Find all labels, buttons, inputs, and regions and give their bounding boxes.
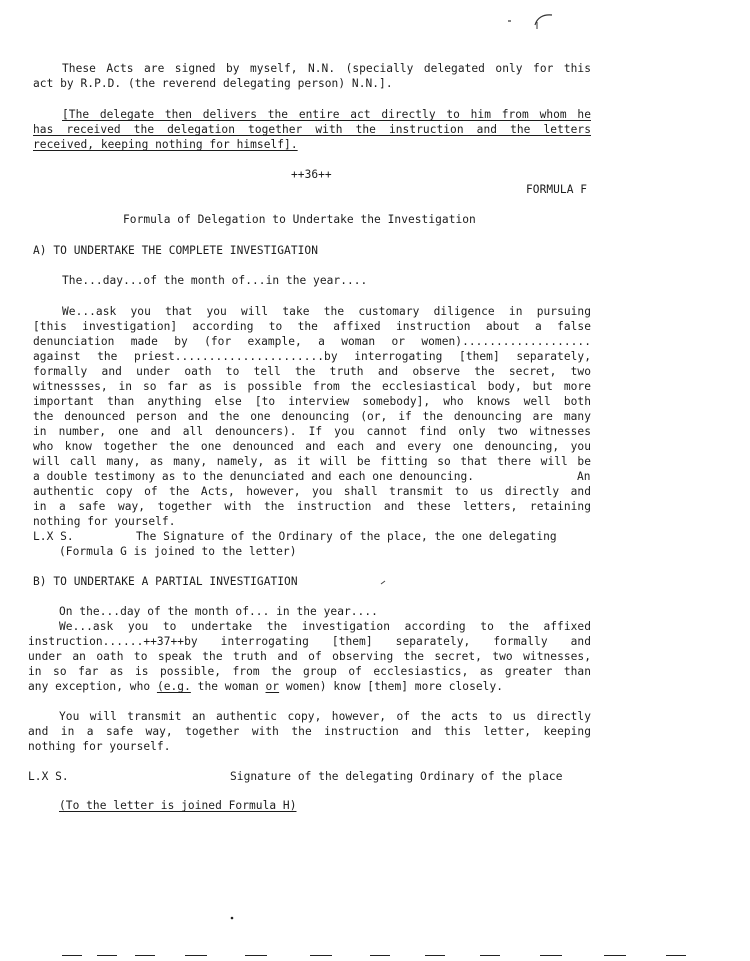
dash-segment <box>245 955 267 956</box>
dash-segment <box>604 955 626 956</box>
date-line: On the...day of the month of... in the year.... <box>59 605 378 618</box>
section-heading: A) TO UNDERTAKE THE COMPLETE INVESTIGATION <box>33 244 318 257</box>
text-line: [The delegate then delivers the entire act directly to him from whom he <box>62 108 591 121</box>
formula-title: Formula of Delegation to Undertake the Investigation <box>123 213 476 226</box>
dash-segment <box>135 955 155 956</box>
text-line: important than anything else [to interview somebody], who knows well both <box>33 395 591 408</box>
stray-dot-icon <box>230 916 234 920</box>
formula-label: FORMULA F <box>526 183 588 196</box>
text-line: denunciation made by (for example, a woman or women)................... <box>33 335 591 348</box>
joined-note: (To the letter is joined Formula H) <box>59 799 297 812</box>
text-line: against the priest......................by interrogating [them] separately, <box>33 350 591 363</box>
text-line: and in a safe way, together with the instruction and this letter, keeping <box>28 725 591 738</box>
corner-mark-icon <box>506 10 556 30</box>
signature-line: Signature of the delegating Ordinary of the place <box>230 770 563 783</box>
dash-segment <box>185 955 207 956</box>
dash-segment <box>425 955 445 956</box>
text-line <box>28 680 503 694</box>
text-line-tail: An <box>577 470 591 483</box>
joined-note: (Formula G is joined to the letter) <box>59 545 297 558</box>
text-line: a double testimony as to the denunciated and each one denouncing. <box>33 470 475 483</box>
text-line: who know together the one denounced and each and every one denouncing, you <box>33 440 591 453</box>
text-line: in number, one and all denouncers). If you cannot find only two witnesses <box>33 425 591 438</box>
dash-segment <box>310 955 332 956</box>
text-line: nothing for yourself. <box>33 515 176 528</box>
dash-segment <box>97 955 117 956</box>
text-line: We...ask you to undertake the investigation according to the affixed <box>59 620 591 633</box>
text-line: will call many, as many, namely, as it will be fitting so that there will be <box>33 455 591 468</box>
text-line: under an oath to speak the truth and of observing the secret, two witnesses, <box>28 650 591 663</box>
dash-segment <box>540 955 562 956</box>
text-line: nothing for yourself. <box>28 740 171 753</box>
eg-underlined: (e.g. <box>156 680 191 693</box>
text-line: You will transmit an authentic copy, however, of the acts to us directly <box>59 710 591 723</box>
text-line: the denounced person and the one denouncing (or, if the denouncing are many <box>33 410 591 423</box>
text-line: witnessses, in so far as is possible from the ecclesiastical body, but more <box>33 380 591 393</box>
text-line: These Acts are signed by myself, N.N. (specially delegated only for this <box>62 62 591 75</box>
dash-segment <box>666 955 686 956</box>
text-segment: the woman <box>190 680 266 693</box>
text-line: in a safe way, together with the instruction and these letters, retaining <box>33 500 591 513</box>
text-line: received, keeping nothing for himself]. <box>33 138 298 151</box>
text-line: act by R.P.D. (the reverend delegating person) N.N.]. <box>33 77 393 90</box>
dash-segment <box>480 955 500 956</box>
text-line: formally and under oath to tell the truth and observe the secret, two <box>33 365 591 378</box>
section-heading: B) TO UNDERTAKE A PARTIAL INVESTIGATION <box>33 575 298 588</box>
text-line: has received the delegation together with the instruction and the letters <box>33 123 591 136</box>
dash-segment <box>62 955 82 956</box>
text-segment: women) know [them] more closely. <box>279 680 504 693</box>
lxs-seal: L.X S. <box>28 770 69 783</box>
dash-segment <box>370 955 390 956</box>
text-line: authentic copy of the Acts, however, you shall transmit to us directly and <box>33 485 591 498</box>
text-line: in so far as is possible, from the group of ecclesiastics, as greater than <box>28 665 591 678</box>
date-line: The...day...of the month of...in the year.... <box>62 274 368 287</box>
or-underlined: or <box>265 680 280 693</box>
text-line: [this investigation] according to the affixed instruction about a false <box>33 320 591 333</box>
signature-line: The Signature of the Ordinary of the place, the one delegating <box>136 530 557 543</box>
page-number: ++36++ <box>291 168 332 181</box>
text-line: We...ask you that you will take the customary diligence in pursuing <box>62 305 591 318</box>
stray-mark-icon <box>380 578 388 586</box>
lxs-seal: L.X S. <box>33 530 74 543</box>
text-line: instruction......++37++by interrogating [them] separately, formally and <box>28 635 591 648</box>
text-segment: any exception, who <box>28 680 157 693</box>
